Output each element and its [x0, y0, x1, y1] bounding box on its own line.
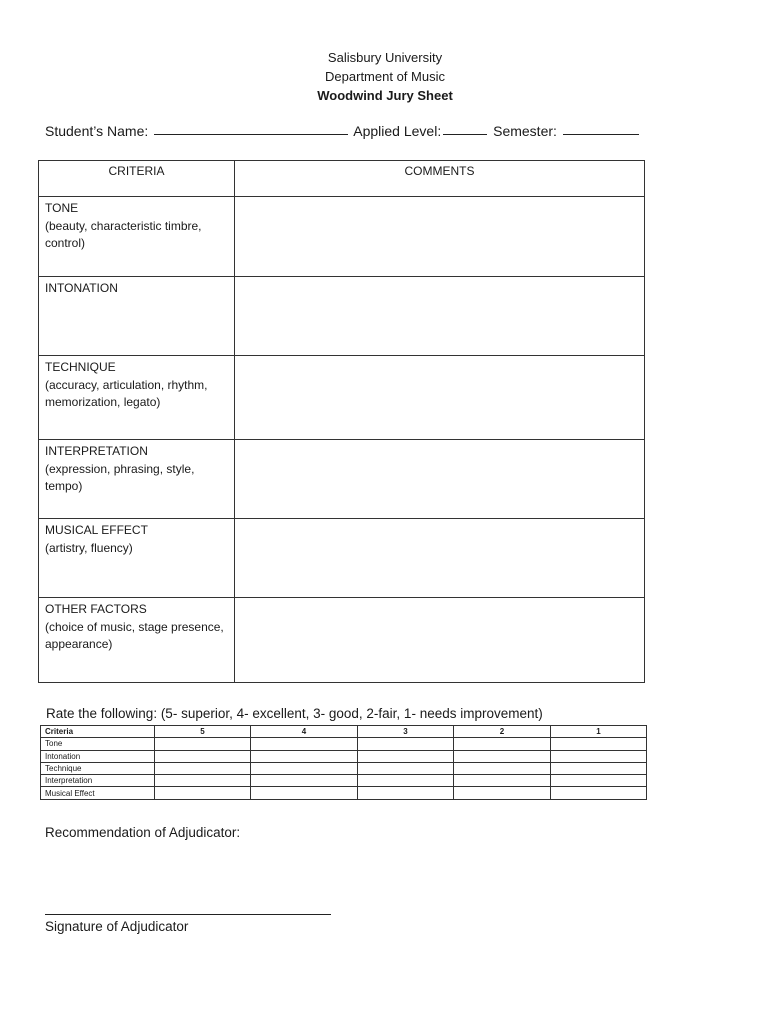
semester-label: Semester:	[493, 123, 557, 139]
rating-criteria-label: Intonation	[41, 750, 155, 762]
rating-cell[interactable]	[551, 750, 647, 762]
rating-cell[interactable]	[155, 787, 251, 799]
student-name-label: Student’s Name:	[45, 123, 149, 139]
criteria-row-intonation	[39, 277, 645, 356]
criteria-cell	[39, 277, 235, 356]
rating-header-4: 4	[251, 726, 358, 738]
comments-cell[interactable]	[235, 277, 645, 356]
rating-cell[interactable]	[155, 738, 251, 750]
applied-level-label: Applied Level:	[353, 123, 442, 139]
criteria-row-technique	[39, 356, 645, 440]
signature-line[interactable]	[45, 914, 331, 915]
criteria-description: (choice of music, stage presence, appearance)	[45, 619, 224, 651]
criteria-comments-table	[38, 160, 645, 683]
rating-header-1: 1	[551, 726, 647, 738]
rating-cell[interactable]	[454, 775, 551, 787]
rating-cell[interactable]	[454, 762, 551, 774]
comments-cell[interactable]	[235, 356, 645, 440]
criteria-description: (artistry, fluency)	[45, 540, 133, 555]
rating-criteria-label: Musical Effect	[41, 787, 155, 799]
university-name: Salisbury University	[327, 50, 443, 65]
rating-header-5: 5	[155, 726, 251, 738]
comments-cell[interactable]	[235, 598, 645, 683]
criteria-cell	[39, 440, 235, 519]
criteria-name: OTHER FACTORS	[45, 602, 147, 616]
rating-criteria-label: Interpretation	[41, 775, 155, 787]
criteria-name: INTERPRETATION	[45, 444, 148, 458]
rating-row-interpretation	[41, 775, 647, 787]
rating-cell[interactable]	[251, 738, 358, 750]
rating-instructions: Rate the following: (5- superior, 4- excellent, 3- good, 2-fair, 1- needs improvement)	[46, 706, 543, 721]
rating-cell[interactable]	[551, 762, 647, 774]
rating-header-3: 3	[358, 726, 454, 738]
criteria-row-musical-effect	[39, 519, 645, 598]
signature-label: Signature of Adjudicator	[45, 919, 189, 934]
department-name: Department of Music	[325, 69, 445, 84]
rating-cell[interactable]	[358, 762, 454, 774]
rating-cell[interactable]	[251, 787, 358, 799]
comments-cell[interactable]	[235, 519, 645, 598]
criteria-row-interpretation	[39, 440, 645, 519]
rating-cell[interactable]	[155, 750, 251, 762]
rating-row-tone	[41, 738, 647, 750]
criteria-header-row	[39, 161, 645, 197]
criteria-description: (expression, phrasing, style, tempo)	[45, 461, 195, 493]
rating-header-row	[41, 726, 647, 738]
criteria-name: TECHNIQUE	[45, 360, 116, 374]
comments-column-header: COMMENTS	[235, 161, 645, 197]
rating-header-criteria: Criteria	[41, 726, 155, 738]
rating-cell[interactable]	[358, 738, 454, 750]
rating-cell[interactable]	[358, 787, 454, 799]
rating-table	[40, 725, 647, 800]
rating-criteria-label: Tone	[41, 738, 155, 750]
criteria-name: TONE	[45, 201, 79, 215]
document-title: Woodwind Jury Sheet	[317, 88, 453, 103]
criteria-cell	[39, 356, 235, 440]
rating-cell[interactable]	[551, 775, 647, 787]
rating-cell[interactable]	[251, 775, 358, 787]
student-name-field[interactable]	[154, 133, 348, 135]
criteria-description: (beauty, characteristic timbre, control)	[45, 218, 202, 250]
comments-cell[interactable]	[235, 197, 645, 277]
semester-field[interactable]	[563, 133, 639, 135]
rating-row-musical-effect	[41, 787, 647, 799]
rating-cell[interactable]	[251, 750, 358, 762]
rating-header-2: 2	[454, 726, 551, 738]
criteria-cell	[39, 598, 235, 683]
criteria-row-other-factors	[39, 598, 645, 683]
rating-cell[interactable]	[155, 762, 251, 774]
rating-cell[interactable]	[454, 787, 551, 799]
criteria-name: MUSICAL EFFECT	[45, 523, 148, 537]
criteria-cell	[39, 197, 235, 277]
rating-row-technique	[41, 762, 647, 774]
rating-cell[interactable]	[551, 787, 647, 799]
rating-row-intonation	[41, 750, 647, 762]
rating-cell[interactable]	[358, 775, 454, 787]
criteria-row-tone	[39, 197, 645, 277]
rating-cell[interactable]	[454, 738, 551, 750]
rating-cell[interactable]	[551, 738, 647, 750]
criteria-cell	[39, 519, 235, 598]
rating-cell[interactable]	[155, 775, 251, 787]
document-header	[0, 48, 770, 105]
recommendation-label: Recommendation of Adjudicator:	[45, 825, 241, 840]
applied-level-field[interactable]	[443, 133, 487, 135]
criteria-description: (accuracy, articulation, rhythm, memorization, legato)	[45, 377, 208, 409]
criteria-name: INTONATION	[45, 281, 118, 295]
rating-cell[interactable]	[454, 750, 551, 762]
rating-cell[interactable]	[251, 762, 358, 774]
rating-cell[interactable]	[358, 750, 454, 762]
rating-criteria-label: Technique	[41, 762, 155, 774]
comments-cell[interactable]	[235, 440, 645, 519]
student-info-line	[45, 123, 641, 139]
criteria-column-header: CRITERIA	[39, 161, 235, 197]
